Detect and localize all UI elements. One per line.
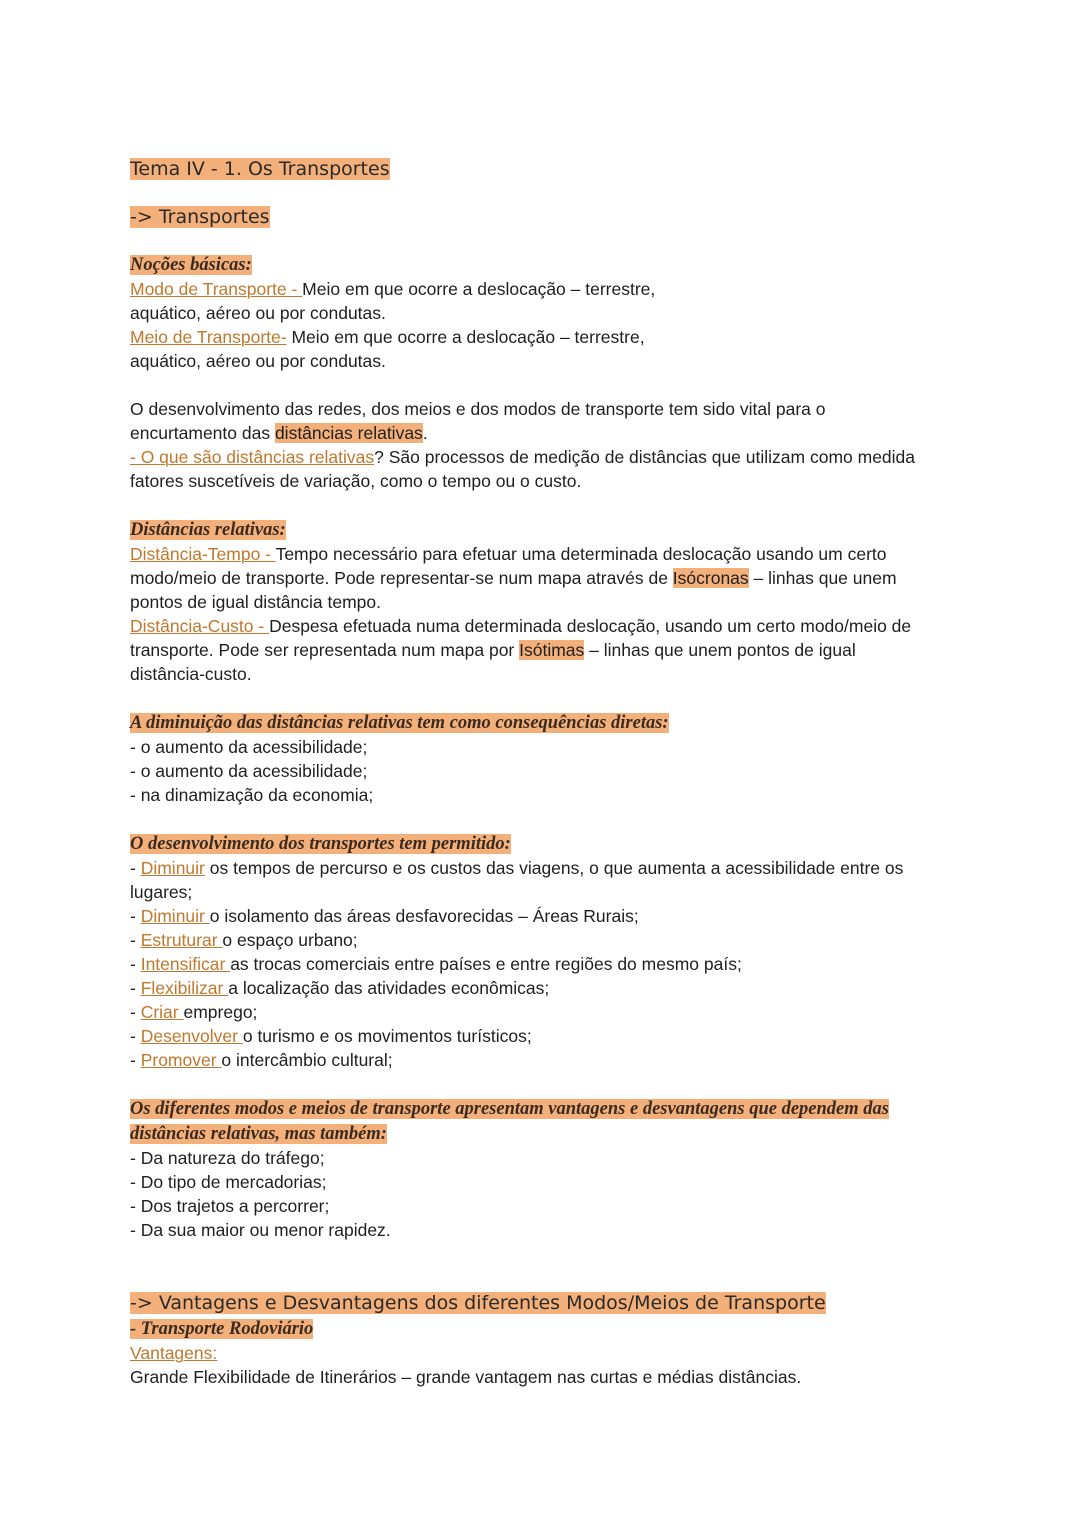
diminuicao-heading: A diminuição das distâncias relativas tem como consequências diretas: [130,713,669,733]
verb-link[interactable]: Criar [140,1002,184,1022]
list-item: - Criar emprego; [130,1002,258,1022]
distancia-tempo-link[interactable]: Distância-Tempo - [130,544,276,564]
list-item: - Dos trajetos a percorrer; [130,1196,330,1216]
list-item: - o aumento da acessibilidade; [130,737,368,757]
document-page [130,156,960,1389]
verb-link[interactable]: Promover [140,1050,222,1070]
list-item: - Intensificar as trocas comerciais entre países e entre regiões do mesmo país; [130,954,742,974]
permitido-heading: O desenvolvimento dos transportes tem permitido: [130,834,511,854]
desenvolvimento-paragraph-line-1: O desenvolvimento das redes, dos meios e dos modos de transporte tem sido vital para o [130,399,826,419]
meio-term-link[interactable]: Meio de Transporte- [130,327,287,347]
list-item: - Promover o intercâmbio cultural; [130,1050,393,1070]
nocoes-heading: Noções básicas: [130,255,252,275]
tempo-line-2: modo/meio de transporte. Pode representar-se num mapa através de Isócronas – linhas que unem [130,568,897,588]
list-item: - Da sua maior ou menor rapidez. [130,1220,391,1240]
list-item: - Da natureza do tráfego; [130,1148,325,1168]
meio-definition-line-2: aquático, aéreo ou por condutas. [130,351,386,371]
list-item: - Do tipo de mercadorias; [130,1172,327,1192]
document-title [130,156,960,182]
verb-link[interactable]: Desenvolver [140,1026,243,1046]
distancias-heading: Distâncias relativas: [130,520,286,540]
meio-definition-line-1: Meio de Transporte- Meio em que ocorre a deslocação – terrestre, [130,327,645,347]
question-link[interactable]: - O que são distâncias relativas [130,447,375,467]
list-item: - Desenvolver o turismo e os movimentos turísticos; [130,1026,532,1046]
list-item: - Flexibilizar a localização das atividades econômicas; [130,978,550,998]
question-line: - O que são distâncias relativas? São processos de medição de distâncias que utilizam como medida [130,447,916,467]
vantagens-link[interactable]: Vantagens: [130,1343,218,1363]
rodoviario-subheading: - Transporte Rodoviário [130,1319,314,1339]
verb-link[interactable]: Diminuir [140,906,210,926]
desenvolvimento-paragraph-line-2: encurtamento das distâncias relativas. [130,423,428,443]
modo-definition-line-1: Modo de Transporte - Meio em que ocorre a deslocação – terrestre, [130,279,656,299]
modo-definition-line-2: aquático, aéreo ou por condutas. [130,303,386,323]
vantagens-text: Grande Flexibilidade de Itinerários – grande vantagem nas curtas e médias distâncias. [130,1367,802,1387]
vantagens-label [130,1341,960,1365]
verb-link[interactable]: Flexibilizar [140,978,229,998]
list-item: - Estruturar o espaço urbano; [130,930,358,950]
custo-line-1: Distância-Custo - Despesa efetuada numa determinada deslocação, usando um certo modo/meio de [130,616,912,636]
vantagens-section-heading: -> Vantagens e Desvantagens dos diferentes Modos/Meios de Transporte [130,1292,826,1314]
modos-heading-line-1: Os diferentes modos e meios de transporte apresentam vantagens e desvantagens que dependem das [130,1099,889,1119]
tempo-line-3: pontos de igual distância tempo. [130,592,381,612]
list-item: - Diminuir os tempos de percurso e os custos das viagens, o que aumenta a acessibilidade entre os [130,858,904,878]
modo-term-link[interactable]: Modo de Transporte - [130,279,303,299]
section-heading-transportes: -> Transportes [130,206,270,228]
distancias-relativas-highlight: distâncias relativas [274,423,423,443]
verb-link[interactable]: Estruturar [140,930,223,950]
tempo-line-1: Distância-Tempo - Tempo necessário para efetuar uma determinada deslocação usando um certo [130,544,887,564]
list-item-continuation: lugares; [130,882,193,902]
custo-line-3: distância-custo. [130,664,252,684]
list-item: - o aumento da acessibilidade; [130,761,368,781]
title-highlight: Tema IV - 1. Os Transportes [130,158,390,180]
distancia-custo-link[interactable]: Distância-Custo - [130,616,270,636]
desenvolvimento-paragraph-line-4: fatores suscetíveis de variação, como o tempo ou o custo. [130,471,582,491]
isocronas-highlight: Isócronas [672,568,749,588]
list-item: - na dinamização da economia; [130,785,374,805]
modos-heading-line-2: distâncias relativas, mas também: [130,1124,387,1144]
isotimas-highlight: Isótimas [519,640,585,660]
list-item: - Diminuir o isolamento das áreas desfavorecidas – Áreas Rurais; [130,906,639,926]
verb-link[interactable]: Intensificar [140,954,231,974]
verb-link[interactable]: Diminuir [140,858,205,878]
custo-line-2: transporte. Pode ser representada num mapa por Isótimas – linhas que unem pontos de igual [130,640,856,660]
